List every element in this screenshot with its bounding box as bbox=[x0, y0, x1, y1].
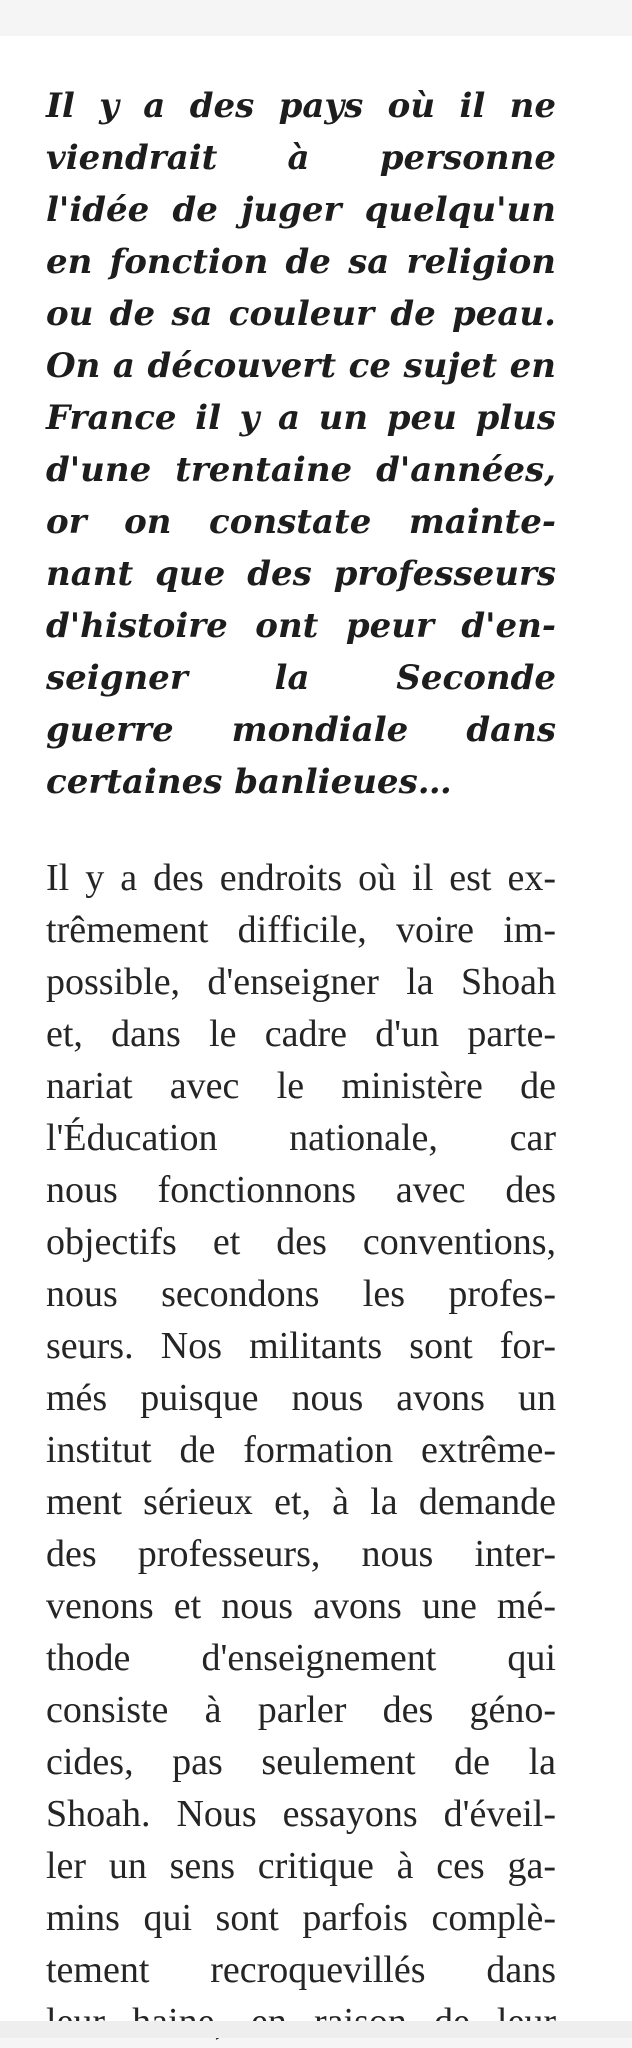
answer-line: des professeurs, nous inter- bbox=[46, 1533, 556, 1575]
answer-line: nariat avec le ministère de bbox=[46, 1065, 556, 1107]
answer-line: trêmement difficile, voire im- bbox=[46, 909, 556, 951]
interview-question bbox=[46, 80, 556, 808]
answer-line: possible, d'enseigner la Shoah bbox=[46, 961, 556, 1003]
question-line: guerre mondiale dans bbox=[46, 710, 556, 750]
question-line: d'une trentaine d'années, bbox=[46, 450, 556, 490]
answer-line: ler un sens critique à ces ga- bbox=[46, 1845, 556, 1887]
question-line: seigner la Seconde bbox=[46, 658, 556, 698]
answer-line: ment sérieux et, à la demande bbox=[46, 1481, 556, 1523]
answer-line: institut de formation extrême- bbox=[46, 1429, 556, 1471]
answer-line: et, dans le cadre d'un parte- bbox=[46, 1013, 556, 1055]
question-line: or on constate mainte- bbox=[46, 502, 556, 542]
interview-answer bbox=[46, 852, 556, 2048]
answer-line: objectifs et des conventions, bbox=[46, 1221, 556, 1263]
answer-line: nous secondons les profes- bbox=[46, 1273, 556, 1315]
answer-line: thode d'enseignement qui bbox=[46, 1637, 556, 1679]
answer-line: cides, pas seulement de la bbox=[46, 1741, 556, 1783]
question-line: certaines banlieues… bbox=[46, 762, 452, 802]
answer-line: seurs. Nos militants sont for- bbox=[46, 1325, 556, 1367]
question-line: France il y a un peu plus bbox=[46, 398, 556, 438]
question-line: ou de sa couleur de peau. bbox=[46, 294, 556, 334]
page-bottom-edge bbox=[0, 2021, 632, 2038]
question-line: en fonction de sa religion bbox=[46, 242, 556, 282]
article-page bbox=[0, 36, 632, 2021]
question-line: viendrait à personne bbox=[46, 138, 556, 178]
answer-line: més puisque nous avons un bbox=[46, 1377, 556, 1419]
question-line: Il y a des pays où il ne bbox=[46, 86, 556, 126]
answer-line: venons et nous avons une mé- bbox=[46, 1585, 556, 1627]
question-line: On a découvert ce sujet en bbox=[46, 346, 556, 386]
answer-line: tement recroquevillés dans bbox=[46, 1949, 556, 1991]
question-line: d'histoire ont peur d'en- bbox=[46, 606, 556, 646]
answer-line: consiste à parler des géno- bbox=[46, 1689, 556, 1731]
answer-line: Il y a des endroits où il est ex- bbox=[46, 857, 556, 899]
question-line: nant que des professeurs bbox=[46, 554, 556, 594]
answer-line: nous fonctionnons avec des bbox=[46, 1169, 556, 1211]
answer-line: mins qui sont parfois complè- bbox=[46, 1897, 556, 1939]
answer-line: Shoah. Nous essayons d'éveil- bbox=[46, 1793, 556, 1835]
question-line: l'idée de juger quelqu'un bbox=[46, 190, 556, 230]
answer-line: l'Éducation nationale, car bbox=[46, 1117, 556, 1159]
